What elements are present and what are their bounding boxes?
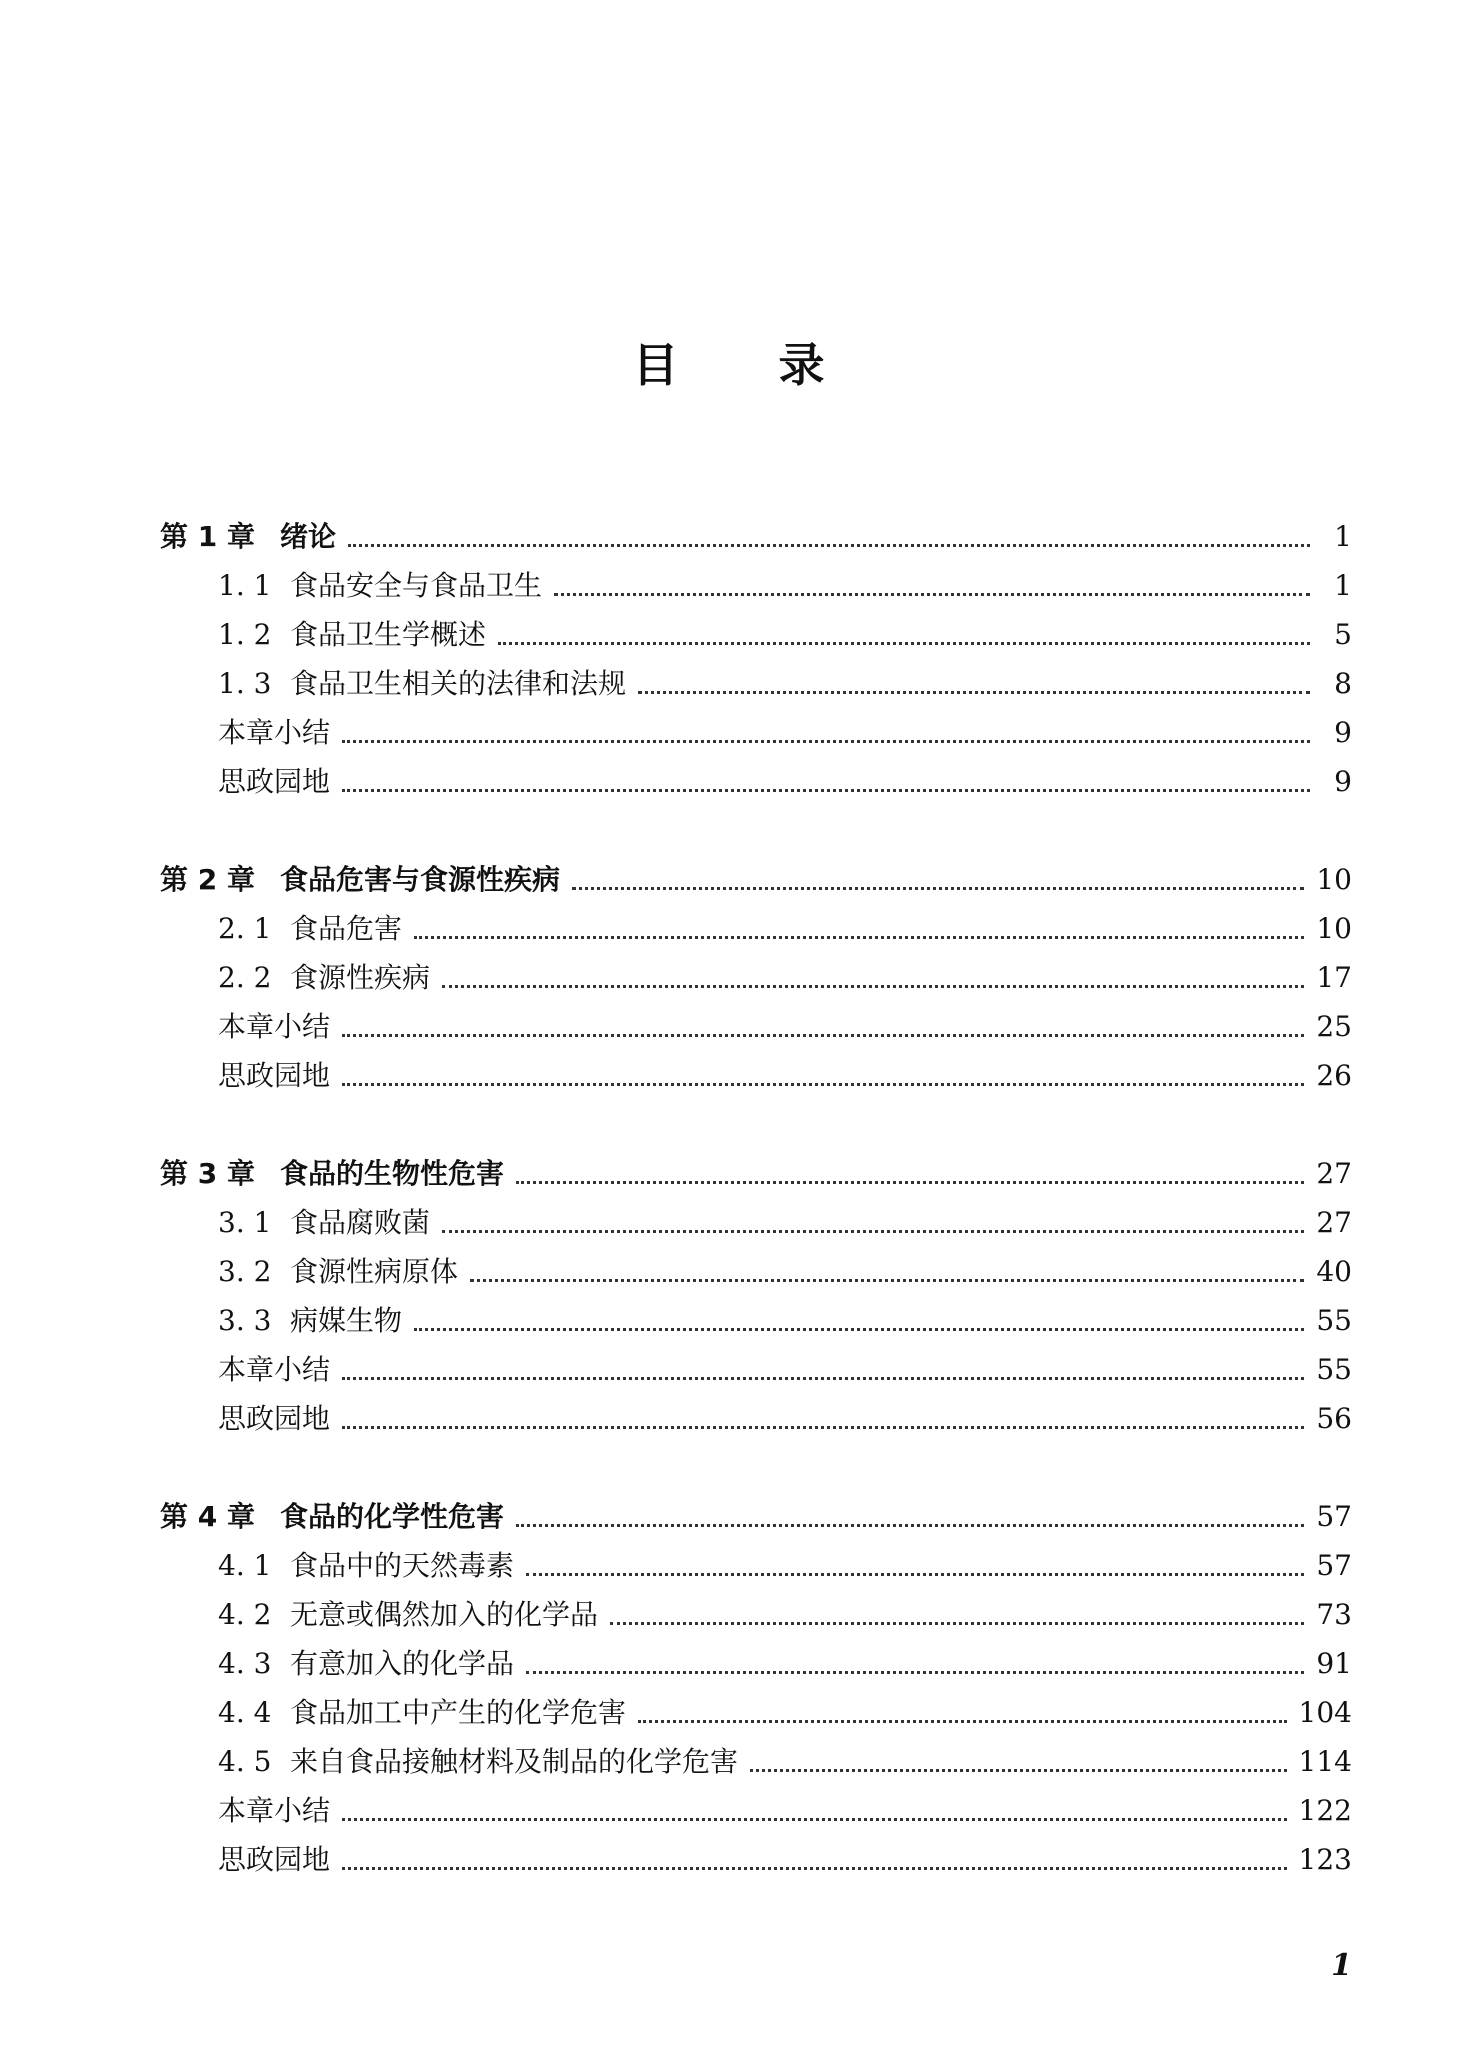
toc-chapter-entry[interactable]	[160, 1486, 1352, 1535]
toc-ideology-entry[interactable]	[160, 751, 1352, 800]
dot-leader	[348, 544, 1310, 547]
dot-leader	[342, 1426, 1304, 1429]
section-title: 食品加工中产生的化学危害	[290, 1696, 627, 1729]
section-number: 3. 2	[218, 1255, 272, 1288]
table-of-contents	[160, 506, 1352, 1927]
dot-leader	[526, 1573, 1304, 1576]
chapter-title: 绪论	[280, 520, 337, 553]
section-number: 4. 2	[218, 1598, 272, 1631]
dot-leader	[638, 1720, 1287, 1723]
toc-ideology-entry[interactable]	[160, 1829, 1352, 1878]
toc-summary-entry[interactable]	[160, 702, 1352, 751]
toc-section-entry[interactable]	[160, 653, 1352, 702]
section-number: 1. 2	[218, 618, 272, 651]
toc-section-entry[interactable]	[160, 898, 1352, 947]
section-title: 本章小结	[218, 1010, 331, 1043]
page-number: 1	[1334, 569, 1352, 602]
page-number: 26	[1316, 1059, 1352, 1092]
toc-section-entry[interactable]	[160, 1192, 1352, 1241]
section-title: 有意加入的化学品	[290, 1647, 515, 1680]
toc-section-entry[interactable]	[160, 1731, 1352, 1780]
page-number: 10	[1316, 912, 1352, 945]
dot-leader	[498, 642, 1310, 645]
page-number: 27	[1316, 1157, 1352, 1190]
page-number: 40	[1316, 1255, 1352, 1288]
section-title: 思政园地	[218, 1402, 331, 1435]
section-title: 病媒生物	[290, 1304, 403, 1337]
toc-ideology-entry[interactable]	[160, 1388, 1352, 1437]
dot-leader	[470, 1279, 1304, 1282]
toc-chapter-entry[interactable]	[160, 1143, 1352, 1192]
section-title: 食源性病原体	[290, 1255, 459, 1288]
toc-chapter-4	[160, 1486, 1352, 1878]
dot-leader	[638, 691, 1310, 694]
section-title: 本章小结	[218, 716, 331, 749]
toc-chapter-1	[160, 506, 1352, 800]
dot-leader	[342, 1083, 1304, 1086]
section-number: 2. 1	[218, 912, 272, 945]
section-number: 4. 1	[218, 1549, 272, 1582]
chapter-title: 食品的生物性危害	[280, 1157, 505, 1190]
dot-leader	[610, 1622, 1304, 1625]
section-title: 食品中的天然毒素	[290, 1549, 515, 1582]
section-number: 1. 3	[218, 667, 272, 700]
chapter-number: 第 4 章	[160, 1500, 255, 1533]
dot-leader	[414, 1328, 1304, 1331]
section-title: 思政园地	[218, 765, 331, 798]
section-number: 3. 1	[218, 1206, 272, 1239]
page-number: 55	[1316, 1353, 1352, 1386]
section-title: 食品腐败菌	[290, 1206, 431, 1239]
toc-section-entry[interactable]	[160, 1584, 1352, 1633]
page-number: 55	[1316, 1304, 1352, 1337]
section-title: 本章小结	[218, 1353, 331, 1386]
section-title: 无意或偶然加入的化学品	[290, 1598, 599, 1631]
section-number: 2. 2	[218, 961, 272, 994]
toc-section-entry[interactable]	[160, 1241, 1352, 1290]
dot-leader	[342, 1867, 1287, 1870]
page-number: 8	[1334, 667, 1352, 700]
page-title: 目录	[632, 338, 925, 392]
section-title: 食品安全与食品卫生	[290, 569, 543, 602]
toc-chapter-entry[interactable]	[160, 506, 1352, 555]
toc-chapter-entry[interactable]	[160, 849, 1352, 898]
dot-leader	[342, 1818, 1287, 1821]
toc-ideology-entry[interactable]	[160, 1045, 1352, 1094]
page-number: 57	[1316, 1500, 1352, 1533]
toc-chapter-3	[160, 1143, 1352, 1437]
page-number: 91	[1316, 1647, 1352, 1680]
section-title: 本章小结	[218, 1794, 331, 1827]
section-title: 思政园地	[218, 1843, 331, 1876]
dot-leader	[442, 1230, 1304, 1233]
page-number: 9	[1334, 716, 1352, 749]
section-number: 4. 3	[218, 1647, 272, 1680]
chapter-title: 食品危害与食源性疾病	[280, 863, 561, 896]
section-number: 4. 5	[218, 1745, 272, 1778]
dot-leader	[572, 887, 1304, 890]
page-number: 17	[1316, 961, 1352, 994]
dot-leader	[554, 593, 1310, 596]
page-number: 10	[1316, 863, 1352, 896]
page-number: 114	[1298, 1745, 1352, 1778]
page-number: 123	[1298, 1843, 1352, 1876]
chapter-number: 第 2 章	[160, 863, 255, 896]
section-number: 4. 4	[218, 1696, 272, 1729]
folio-page-number: 1	[1331, 1948, 1352, 1983]
chapter-number: 第 3 章	[160, 1157, 255, 1190]
page-number: 25	[1316, 1010, 1352, 1043]
section-title: 来自食品接触材料及制品的化学危害	[290, 1745, 739, 1778]
section-title: 食源性疾病	[290, 961, 431, 994]
section-title: 食品卫生相关的法律和法规	[290, 667, 627, 700]
dot-leader	[516, 1181, 1304, 1184]
dot-leader	[750, 1769, 1287, 1772]
chapter-title: 食品的化学性危害	[280, 1500, 505, 1533]
dot-leader	[342, 1377, 1304, 1380]
dot-leader	[342, 1034, 1304, 1037]
page-number: 73	[1316, 1598, 1352, 1631]
toc-section-entry[interactable]	[160, 947, 1352, 996]
page-number: 1	[1334, 520, 1352, 553]
dot-leader	[414, 936, 1304, 939]
toc-section-entry[interactable]	[160, 1535, 1352, 1584]
toc-chapter-2	[160, 849, 1352, 1094]
chapter-number: 第 1 章	[160, 520, 255, 553]
section-number: 1. 1	[218, 569, 272, 602]
section-title: 食品危害	[290, 912, 403, 945]
dot-leader	[526, 1671, 1304, 1674]
section-title: 思政园地	[218, 1059, 331, 1092]
section-title: 食品卫生学概述	[290, 618, 487, 651]
toc-section-entry[interactable]	[160, 555, 1352, 604]
page-number: 27	[1316, 1206, 1352, 1239]
dot-leader	[516, 1524, 1304, 1527]
page-number: 57	[1316, 1549, 1352, 1582]
dot-leader	[342, 789, 1310, 792]
dot-leader	[442, 985, 1304, 988]
toc-summary-entry[interactable]	[160, 1780, 1352, 1829]
toc-section-entry[interactable]	[160, 604, 1352, 653]
section-number: 3. 3	[218, 1304, 272, 1337]
toc-section-entry[interactable]	[160, 1682, 1352, 1731]
toc-summary-entry[interactable]	[160, 996, 1352, 1045]
page-number: 9	[1334, 765, 1352, 798]
toc-section-entry[interactable]	[160, 1290, 1352, 1339]
page-number: 104	[1298, 1696, 1352, 1729]
page-number: 5	[1334, 618, 1352, 651]
page-number: 56	[1316, 1402, 1352, 1435]
dot-leader	[342, 740, 1310, 743]
page-number: 122	[1298, 1794, 1352, 1827]
toc-summary-entry[interactable]	[160, 1339, 1352, 1388]
toc-section-entry[interactable]	[160, 1633, 1352, 1682]
